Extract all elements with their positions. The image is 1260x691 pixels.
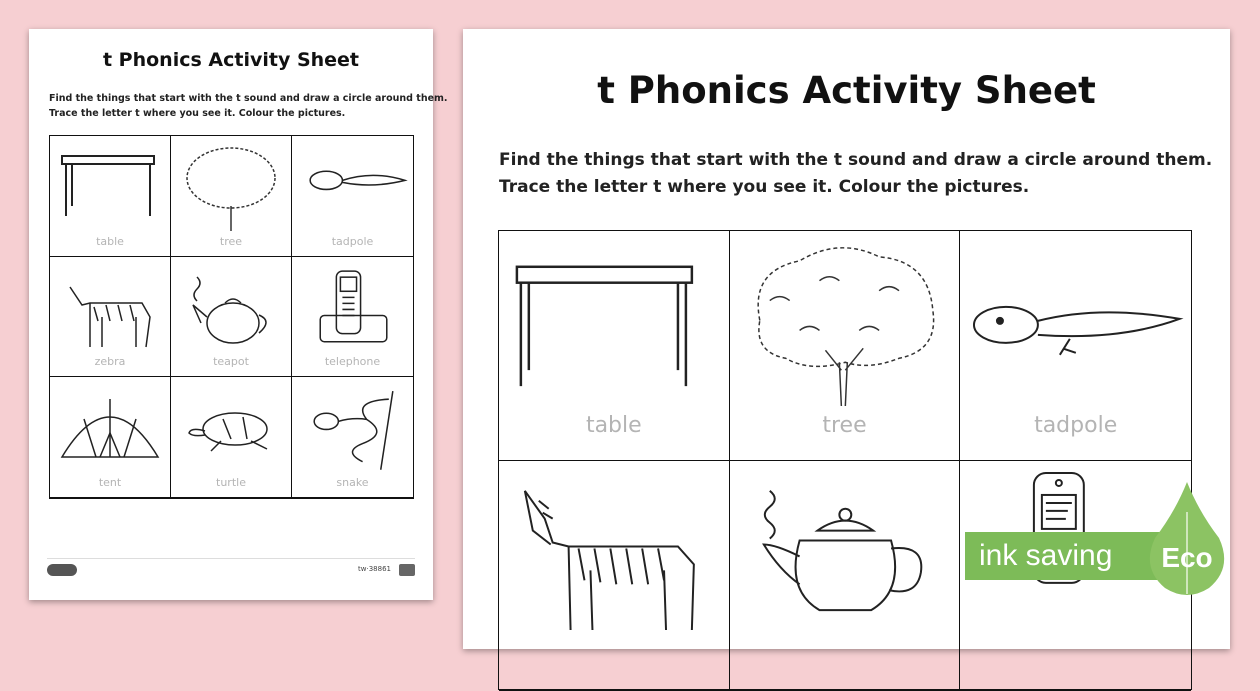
activity-sheet-thumbnail [29, 29, 448, 600]
instructions [499, 147, 1212, 201]
teapot-icon [730, 461, 960, 690]
footer-code: tw·38861 [358, 565, 391, 573]
instruction-line: Trace the letter t where you see it. Colour the pictures. [49, 108, 346, 119]
grid-cell [50, 257, 171, 378]
instructions [49, 91, 448, 121]
instruction-line: Trace the letter t where you see it. Colour the pictures. [499, 177, 1030, 197]
ink-saving-eco-badge [965, 482, 1235, 597]
cell-word: tadpole [1034, 413, 1118, 438]
picture-grid [498, 230, 1192, 690]
eco-drop-icon [1147, 482, 1227, 597]
grid-cell [499, 231, 730, 461]
publisher-logo [47, 564, 77, 576]
grid-cell [171, 257, 292, 378]
grid-cell [730, 231, 961, 461]
cell-word: telephone [324, 355, 381, 369]
crown-logo [399, 564, 415, 576]
grid-cell [499, 461, 730, 691]
ink-saving-banner [965, 532, 1165, 580]
eco-label: Eco [1161, 542, 1213, 573]
grid-cell [730, 461, 961, 691]
sheet-title: t Phonics Activity Sheet [102, 49, 360, 71]
cell-word: tree [219, 234, 243, 248]
ink-saving-label: ink saving [979, 539, 1113, 572]
grid-cell [171, 377, 292, 498]
instruction-line: Find the things that start with the t sound and draw a circle around them. [499, 150, 1213, 170]
grid-cell [292, 257, 413, 378]
cell-word: tree [822, 413, 867, 438]
cell-word: tent [98, 475, 122, 489]
cell-word: snake [336, 475, 369, 489]
sheet-title: t Phonics Activity Sheet [597, 69, 1096, 112]
grid-cell [171, 136, 292, 257]
cell-word: table [585, 413, 642, 438]
zebra-icon [499, 461, 729, 690]
cell-word: turtle [216, 475, 246, 489]
grid-cell [292, 136, 413, 257]
cell-word: tadpole [331, 234, 374, 248]
cell-word: table [96, 234, 124, 248]
grid-cell [960, 231, 1191, 461]
grid-cell [50, 136, 171, 257]
grid-cell [292, 377, 413, 498]
grid-cell [50, 377, 171, 498]
cell-word: zebra [94, 355, 126, 369]
instruction-line: Find the things that start with the t sound and draw a circle around them. [49, 93, 448, 104]
cell-word: teapot [213, 355, 249, 369]
sheet-footer [47, 564, 415, 578]
picture-grid [49, 135, 414, 499]
